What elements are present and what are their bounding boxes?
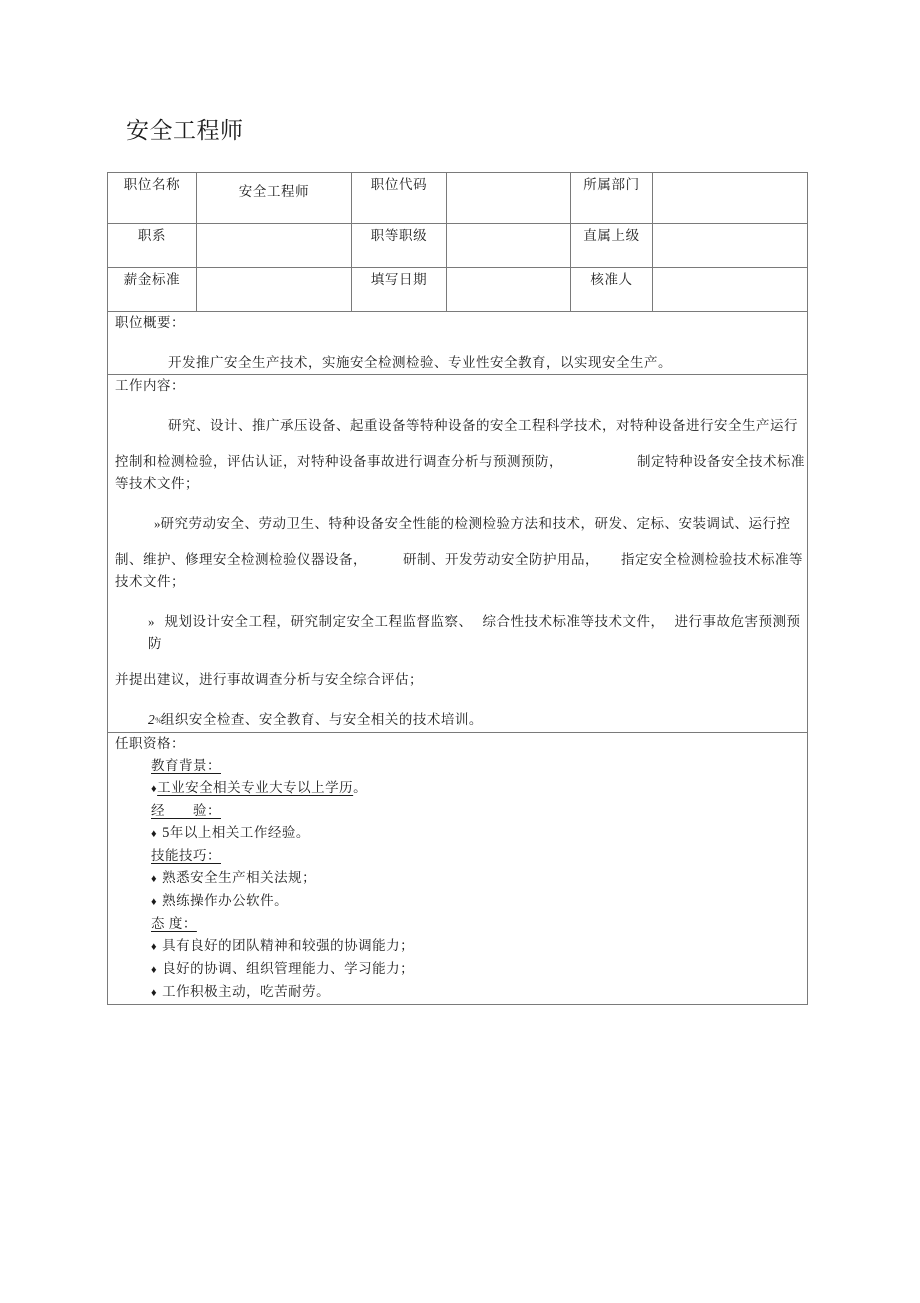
qualification-bullet-experience-1 bbox=[108, 822, 807, 845]
numeric-marker: 2 bbox=[148, 712, 156, 727]
responsibility-item-1-line-2a: 控制和检测检验，评估认证，对特种设备事故进行调查分析与预测预防， bbox=[115, 454, 563, 469]
cell-value-position-name[interactable]: 安全工程师 bbox=[197, 173, 352, 224]
cell-label-fill-date: 填写日期 bbox=[352, 268, 447, 312]
qualification-bullet-experience-1-text: 年以上相关工作经验。 bbox=[169, 825, 310, 840]
responsibility-item-1-line-2b: 制定特种设备安全技术标准等技术文件； bbox=[115, 454, 805, 491]
diamond-bullet-icon: ♦ bbox=[151, 828, 158, 840]
qualification-group-title-education-text: 教育背景： bbox=[151, 758, 221, 773]
cell-label-job-family: 职系 bbox=[108, 224, 197, 268]
responsibilities-heading: 工作内容： bbox=[115, 378, 185, 393]
table-row-qualifications bbox=[108, 733, 808, 1005]
qualification-bullet-skills-1-text: 熟悉安全生产相关法规； bbox=[162, 870, 317, 885]
cell-value-position-code[interactable] bbox=[447, 173, 571, 224]
summary-body: 开发推广安全生产技术，实施安全检测检验、专业性安全教育，以实现安全生产。 bbox=[168, 355, 672, 370]
responsibility-item-3-line-1c: 进行事故危害预测预防 bbox=[148, 614, 801, 651]
cell-label-approver: 核准人 bbox=[571, 268, 653, 312]
cell-label-salary-standard: 薪金标准 bbox=[108, 268, 197, 312]
section-qualifications bbox=[108, 733, 808, 1005]
responsibility-item-3-line-1b: 综合性技术标准等技术文件， bbox=[482, 614, 665, 629]
diamond-bullet-icon: ♦ bbox=[151, 896, 158, 908]
cell-value-department[interactable] bbox=[653, 173, 808, 224]
responsibility-item-2-line-2a: 制、维护、修理安全检测检验仪器设备， bbox=[115, 552, 367, 567]
page-title: 安全工程师 bbox=[126, 118, 244, 143]
table-row bbox=[108, 268, 808, 312]
qualification-group-title-attitude bbox=[108, 913, 807, 935]
cell-value-approver[interactable] bbox=[653, 268, 808, 312]
cell-value-job-family[interactable] bbox=[197, 224, 352, 268]
cell-label-direct-supervisor: 直属上级 bbox=[571, 224, 653, 268]
section-responsibilities bbox=[108, 375, 808, 733]
responsibility-item-1-line-1: 研究、设计、推广承压设备、起重设备等特种设备的安全工程科学技术，对特种设备进行安全生产运行 bbox=[168, 418, 798, 433]
cell-value-job-grade[interactable] bbox=[447, 224, 571, 268]
diamond-bullet-icon: ♦ bbox=[151, 941, 158, 953]
chevron-marker-icon: » bbox=[154, 516, 161, 531]
qualification-bullet-attitude-2 bbox=[108, 958, 807, 981]
qualification-bullet-attitude-1 bbox=[108, 935, 807, 958]
cell-label-job-grade: 职等职级 bbox=[352, 224, 447, 268]
responsibility-item-3-line-1 bbox=[108, 611, 807, 655]
experience-years-value: 5 bbox=[162, 825, 170, 841]
cell-label-position-name: 职位名称 bbox=[108, 173, 197, 224]
responsibility-item-2-line-2 bbox=[108, 549, 807, 593]
diamond-bullet-icon: ♦ bbox=[151, 873, 158, 885]
cell-value-fill-date[interactable] bbox=[447, 268, 571, 312]
responsibility-item-2-line-1 bbox=[108, 513, 807, 535]
table-row-summary bbox=[108, 312, 808, 375]
qualification-group-title-education bbox=[108, 755, 807, 777]
qualification-bullet-skills-2 bbox=[108, 890, 807, 913]
qualification-bullet-attitude-3-text: 工作积极主动，吃苦耐劳。 bbox=[162, 984, 331, 999]
responsibility-item-3-line-1a: 规划设计安全工程，研究制定安全工程监督监察、 bbox=[164, 614, 473, 629]
responsibility-item-2-line-2b: 研制、开发劳动安全防护用品， bbox=[403, 552, 599, 567]
qualification-bullet-attitude-3 bbox=[108, 981, 807, 1004]
qualification-bullet-attitude-1-text: 具有良好的团队精神和较强的协调能力； bbox=[162, 938, 415, 953]
table-row bbox=[108, 173, 808, 224]
cell-label-position-code: 职位代码 bbox=[352, 173, 447, 224]
qualification-bullet-skills-1 bbox=[108, 867, 807, 890]
qualification-bullet-education-1-suffix: 。 bbox=[353, 780, 368, 795]
summary-heading: 职位概要： bbox=[115, 315, 185, 330]
qualification-bullet-education-1 bbox=[108, 777, 807, 800]
cell-value-salary-standard[interactable] bbox=[197, 268, 352, 312]
job-description-table bbox=[107, 172, 808, 1005]
qualification-group-title-attitude-text: 态 度： bbox=[151, 916, 197, 931]
qualification-group-title-skills-text: 技能技巧： bbox=[151, 848, 221, 863]
responsibility-item-1-line-2 bbox=[108, 451, 807, 495]
qualification-bullet-skills-2-text: 熟练操作办公软件。 bbox=[162, 893, 289, 908]
diamond-bullet-icon: ♦ bbox=[151, 783, 158, 795]
responsibility-item-4 bbox=[108, 709, 807, 732]
chevron-marker-icon: » bbox=[148, 614, 155, 629]
qualification-bullet-education-1-text: 工业安全相关专业大专以上学历 bbox=[157, 780, 354, 795]
table-row bbox=[108, 224, 808, 268]
qualification-group-title-experience bbox=[108, 800, 807, 822]
cell-label-department: 所属部门 bbox=[571, 173, 653, 224]
section-summary bbox=[108, 312, 808, 375]
responsibility-item-3-line-2: 并提出建议，进行事故调查分析与安全综合评估； bbox=[115, 672, 423, 687]
numeric-marker-suffix: % bbox=[155, 716, 161, 725]
diamond-bullet-icon: ♦ bbox=[151, 964, 158, 976]
responsibility-item-2-line-2c: 指定安全检测检验技术标准等技术文件； bbox=[115, 552, 803, 589]
responsibility-item-2-text: 研究劳动安全、劳动卫生、特种设备安全性能的检测检验方法和技术，研发、定标、安装调试、运行控 bbox=[160, 516, 791, 531]
responsibility-item-4-text: 组织安全检查、安全教育、与安全相关的技术培训。 bbox=[160, 712, 483, 727]
diamond-bullet-icon: ♦ bbox=[151, 987, 158, 999]
cell-value-direct-supervisor[interactable] bbox=[653, 224, 808, 268]
qualifications-heading: 任职资格： bbox=[115, 736, 185, 751]
qualification-group-title-skills bbox=[108, 845, 807, 867]
qualification-group-title-experience-text: 经 验： bbox=[151, 803, 221, 818]
qualification-bullet-attitude-2-text: 良好的协调、组织管理能力、学习能力； bbox=[162, 961, 415, 976]
table-row-responsibilities bbox=[108, 375, 808, 733]
